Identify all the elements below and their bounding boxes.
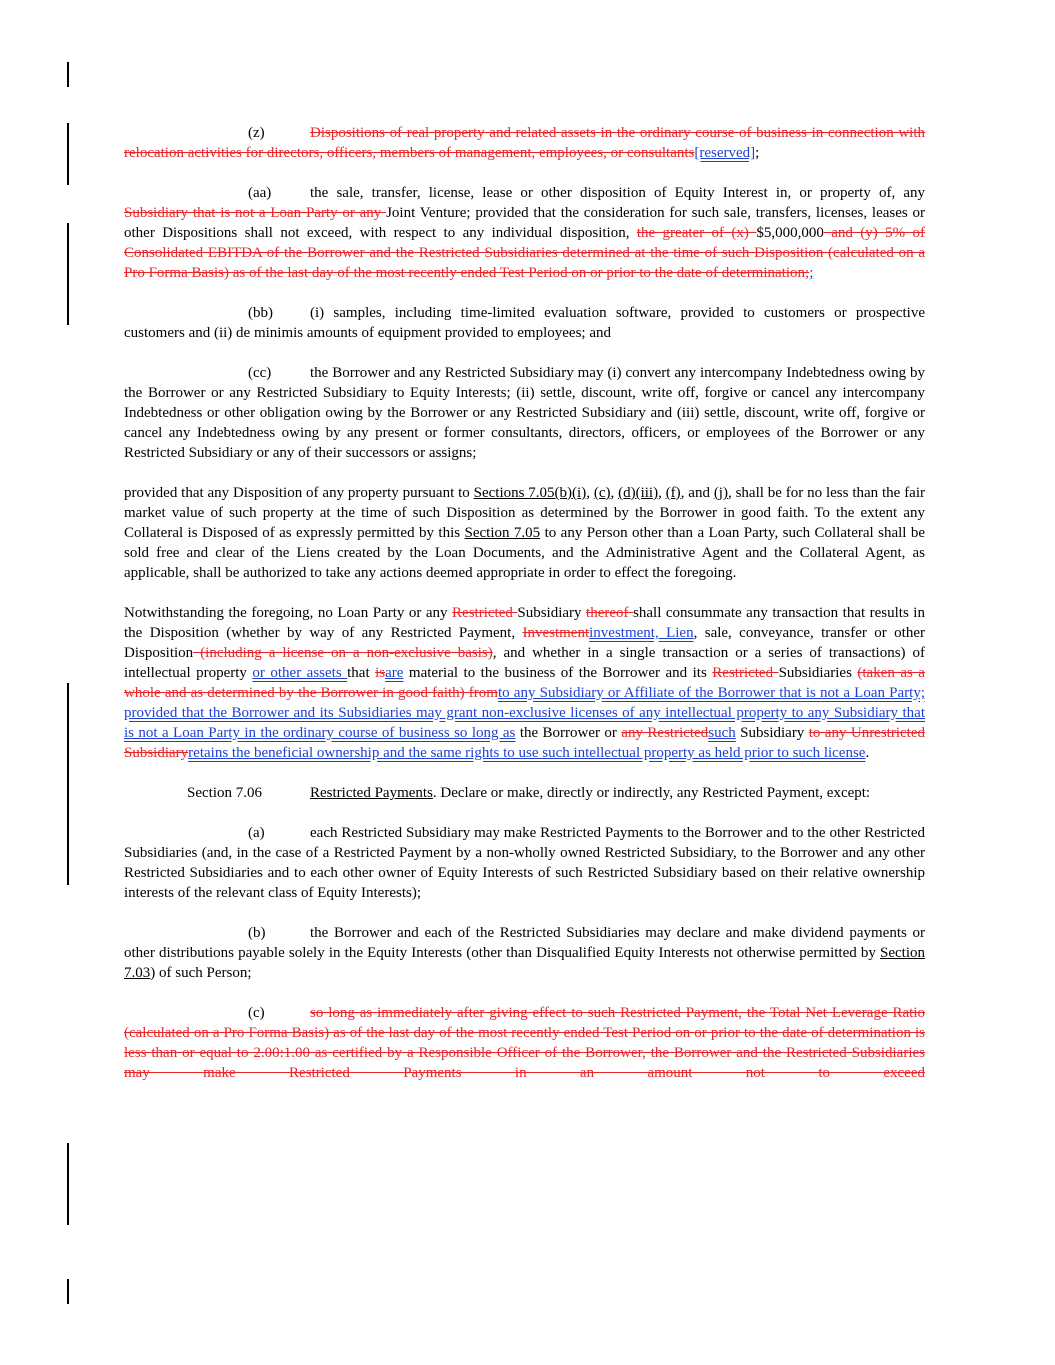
- clause-a: (a) each Restricted Subsidiary may make Restricted Payments to the Borrower and to the other Restricted Subsidiaries (and, in the case of a Restricted Payment by a non-wholly owned Restricted Subsidiary, to the Borrower and any other Restricted Subsidiaries and to each other owner of Equity Interests of such Restricted Subsidiary based on their relative ownership interests of the relevant class of Equity Interests);: [124, 825, 925, 901]
- clause-aa: (aa) the sale, transfer, license, lease or other disposition of Equity Interest in, or property of, any Subsidiary that is not a Loan Party or any Joint Venture; provided that the consideration for such sale, transfers, licenses, leases or other Dispositions shall not exceed, with respect to any individual disposition, the greater of (x) $5,000,000 and (y) 5% of Consolidated EBITDA of the Borrower and the Restricted Subsidiaries determined at the time of such Disposition (calculated on a Pro Forma Basis) as of the last day of the most recently ended Test Period on or prior to the date of determination;;: [124, 185, 925, 281]
- change-bar: [67, 123, 69, 185]
- clause-label: (cc): [248, 365, 272, 381]
- clause-label: (bb): [248, 305, 273, 321]
- cross-reference: (d)(iii): [618, 485, 659, 501]
- section-title: Restricted Payments: [310, 785, 433, 801]
- section-number: Section 7.06: [187, 785, 262, 801]
- clause-label: (aa): [248, 185, 272, 201]
- cross-reference: Sections 7.05(b)(i): [473, 485, 587, 501]
- clause-z: (z) Dispositions of real property and related assets in the ordinary course of business in connection with relocation activities for directors, officers, members of management, employees, or consultants[reserved];: [124, 125, 925, 161]
- clause-c: (c) so long as immediately after giving effect to such Restricted Payment, the Total Net Leverage Ratio (calculated on a Pro Forma Basis) as of the last day of the most recently ended Test Period on or prior to the date of determination is less than or equal to 2.00:1.00 as certified by a Responsible Officer of the Borrower, the Borrower and the Restricted Subsidiaries may make Restricted Payments in an amount not to exceed: [124, 1005, 925, 1081]
- clause-label: (a): [248, 825, 265, 841]
- document-body: [124, 123, 925, 1083]
- change-bar: [67, 683, 69, 885]
- cross-reference: (c): [593, 485, 611, 501]
- clause-cc: (cc) the Borrower and any Restricted Subsidiary may (i) convert any intercompany Indebtedness owing by the Borrower or any Restricted Subsidiary to Equity Interests; (ii) settle, discount, write off, forgive or cancel any intercompany Indebtedness or other obligation owing by the Borrower or any Restricted Subsidiary and (iii) settle, discount, write off, forgive or cancel any Indebtedness owing by any present or former consultants, directors, officers, or employees of the Borrower or any Restricted Subsidiary or any of their successors or assigns;: [124, 365, 925, 461]
- section-7-06-heading: Section 7.06 Restricted Payments. Declare or make, directly or indirectly, any Restricted Payment, except:: [124, 783, 925, 803]
- cross-reference: (f): [665, 485, 681, 501]
- proviso-paragraph: provided that any Disposition of any property pursuant to Sections 7.05(b)(i), (c), (d)(iii), (f), and (j), shall be for no less than the fair market value of such property at the time of such Disposition as determined by the Borrower in good faith. To the extent any Collateral is Disposed of as expressly permitted by this Section 7.05 to any Person other than a Loan Party, such Collateral shall be sold free and clear of the Liens created by the Loan Documents, and the Administrative Agent and the Collateral Agent, as applicable, shall be authorized to take any actions deemed appropriate in order to effect the foregoing.: [124, 485, 926, 581]
- cross-reference: Section 7.03: [124, 945, 925, 981]
- change-bar: [67, 1279, 69, 1304]
- clause-label: (b): [248, 925, 266, 941]
- cross-reference: Section 7.05: [464, 525, 541, 541]
- clause-label: (z): [248, 125, 265, 141]
- cross-reference: (j): [713, 485, 728, 501]
- change-bar: [67, 1143, 69, 1225]
- clause-b: (b) the Borrower and each of the Restricted Subsidiaries may declare and make dividend payments or other distributions payable solely in the Equity Interests (other than Disqualified Equity Interests not otherwise permitted by Section 7.03) of such Person;: [124, 925, 925, 981]
- clause-bb: (bb) (i) samples, including time-limited evaluation software, provided to customers or prospective customers and (ii) de minimis amounts of equipment provided to employees; and: [124, 305, 925, 341]
- clause-label: (c): [248, 1005, 265, 1021]
- change-bar: [67, 62, 69, 87]
- change-bar: [67, 223, 69, 325]
- notwithstanding-paragraph: Notwithstanding the foregoing, no Loan Party or any Restricted Subsidiary thereof shall consummate any transaction that results in the Disposition (whether by way of any Restricted Payment, Investmentinvestment, Lien, sale, conveyance, transfer or other Disposition (including a license on a non-exclusive basis), and whether in a single transaction or a series of transactions) of intellectual property or other assets that isare material to the business of the Borrower and its Restricted Subsidiaries (taken as a whole and as determined by the Borrower in good faith) fromto any Subsidiary or Affiliate of the Borrower that is not a Loan Party; provided that the Borrower and its Subsidiaries may grant non-exclusive licenses of any intellectual property to any Subsidiary that is not a Loan Party in the ordinary course of business so long as the Borrower or any Restrictedsuch Subsidiary to any Unrestricted Subsidiaryretains the beneficial ownership and the same rights to use such intellectual property as held prior to such license.: [124, 605, 926, 761]
